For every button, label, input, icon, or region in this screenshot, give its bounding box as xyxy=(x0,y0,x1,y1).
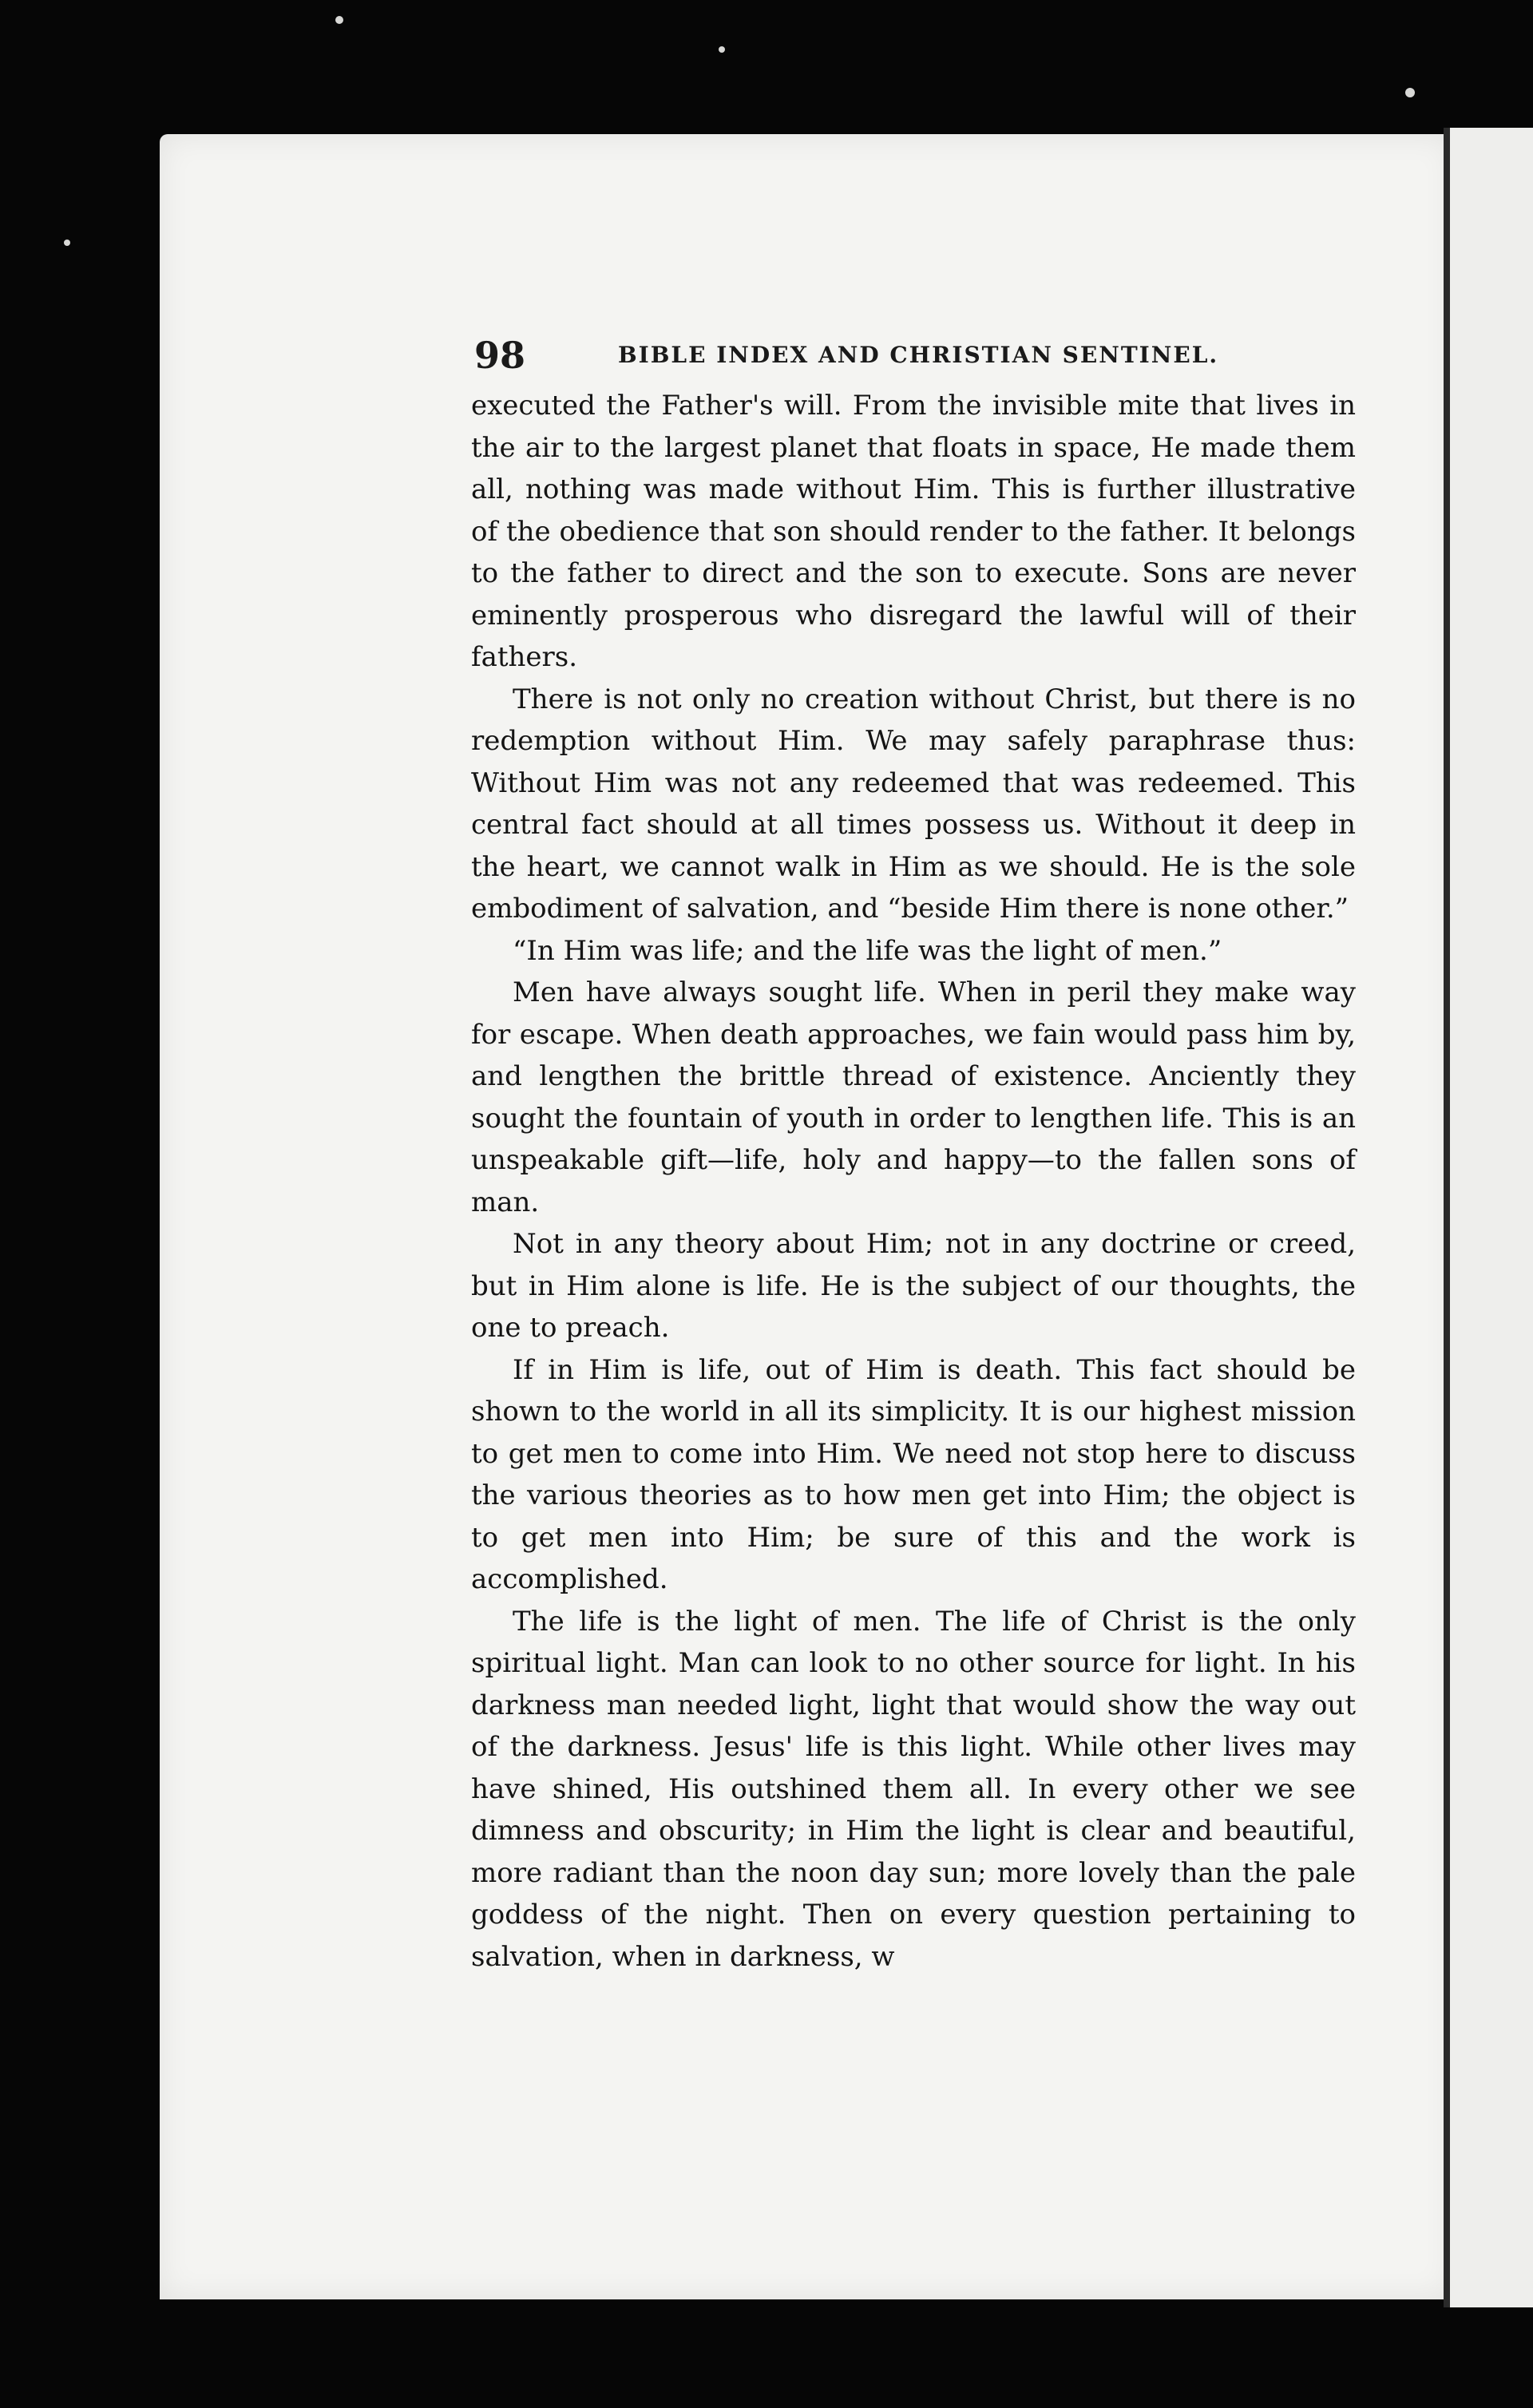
body-text xyxy=(471,385,1356,1978)
dust-speck xyxy=(64,240,70,246)
page-header xyxy=(474,334,1369,382)
facing-page-edge xyxy=(1450,128,1533,2307)
running-head: BIBLE INDEX AND CHRISTIAN SENTINEL. xyxy=(618,342,1219,368)
page-number: 98 xyxy=(474,334,526,377)
paragraph: Not in any theory about Him; not in any doctrine or creed, but in Him alone is life. He is the subject of our thoughts, the one to preach. xyxy=(471,1228,1356,1344)
dust-speck xyxy=(719,46,725,53)
paragraph: If in Him is life, out of Him is death. This fact should be shown to the world in all its simplicity. It is our highest mission to get men to come into Him. We need not stop here to discuss the various theories as to how men get into Him; the object is to get men into Him; be sure of this and the work is accomplished. xyxy=(471,1353,1356,1595)
dust-speck xyxy=(1405,88,1415,97)
paragraph: executed the Father's will. From the invisible mite that lives in the air to the largest planet that floats in space, He made them all, nothing was made without Him. This is further illustrative of the obedience that son should render to the father. It belongs to the father to direct and the son to execute. Sons are never eminently prosperous who disregard the lawful will of their fathers. xyxy=(471,390,1356,673)
page-gutter xyxy=(1444,128,1450,2307)
scripture-quote: “In Him was life; and the life was the light of men.” xyxy=(513,934,1222,967)
paragraph: Men have always sought life. When in peril they make way for escape. When death approaches, we fain would pass him by, and lengthen the brittle thread of existence. Anciently they sought the fountain of youth in order to lengthen life. This is an unspeakable gift—life, holy and happy—to the fallen sons of man. xyxy=(471,976,1356,1218)
paragraph: There is not only no creation without Christ, but there is no redemption without Him. We may safely paraphrase thus: Without Him was not any redeemed that was redeemed. This central fact should at all times possess us. Without it deep in the heart, we cannot walk in Him as we should. He is the sole embodiment of salvation, and “beside Him there is none other.” xyxy=(471,683,1356,925)
dust-speck xyxy=(335,16,343,24)
paragraph: The life is the light of men. The life of Christ is the only spiritual light. Man can look to no other source for light. In his darkness man needed light, light that would show the way out of the darkness. Jesus' life is this light. While other lives may have shined, His outshined them all. In every other we see dimness and obscurity; in Him the light is clear and beautiful, more radiant than the noon day sun; more lovely than the pale goddess of the night. Then on every question pertaining to salvation, when in darkness, w xyxy=(471,1605,1356,1973)
